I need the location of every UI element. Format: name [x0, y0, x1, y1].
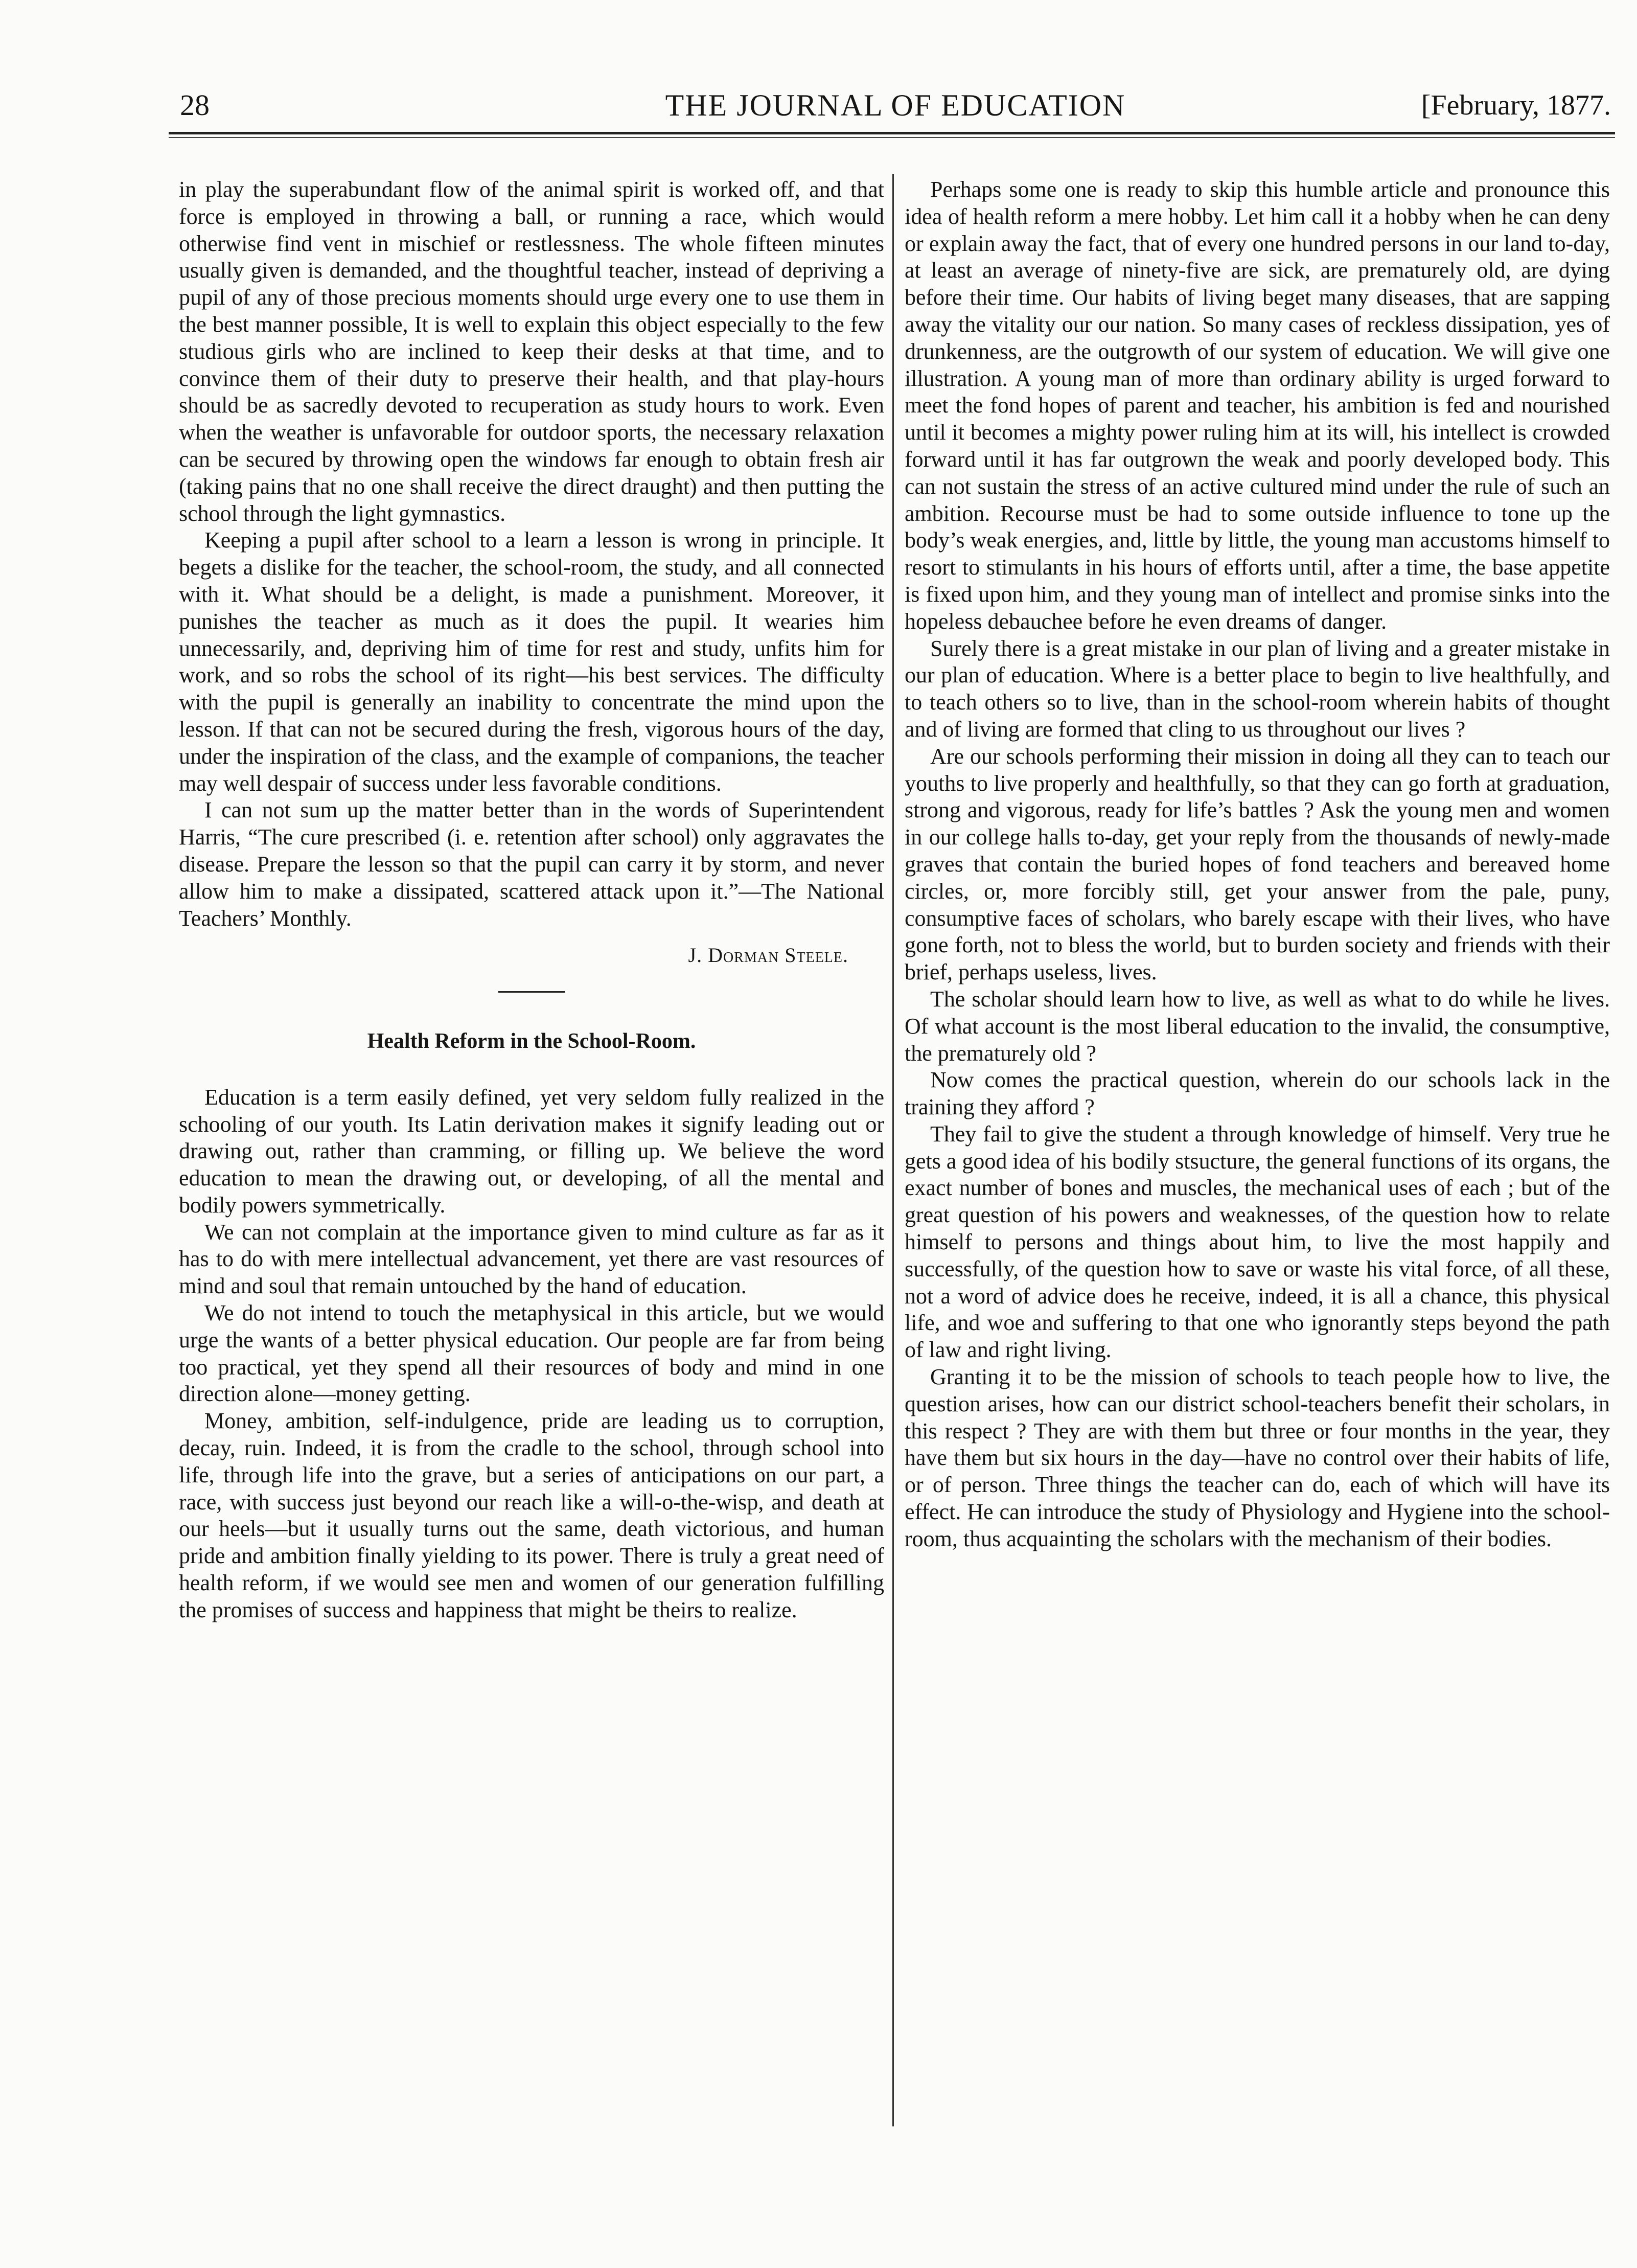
author-signature: J. Dorman Steele.	[688, 944, 848, 967]
right-column	[905, 176, 1610, 2129]
column-divider	[892, 174, 894, 2126]
article-paragraph: in play the superabundant flow of the animal spirit is worked off, and that force is employed in throwing a ball, or running a race, which would otherwise find vent in mischief or restlessness. The whole fifteen minutes usually given is demanded, and the thoughtful teacher, instead of depriving a pupil of any of those precious moments should urge every one to use them in the best manner possible, It is well to explain this object especially to the few studious girls who are inclined to keep their desks at that time, and to convince them of their duty to preserve their health, and that play-hours should be as sacredly devoted to recuperation as study hours to work. Even when the weather is unfavorable for outdoor sports, the necessary relaxation can be secured by throwing open the windows far enough to obtain fresh air (taking pains that no one shall receive the direct draught) and then putting the school through the light gymnastics.	[179, 177, 884, 526]
article-paragraph: Granting it to be the mission of schools to teach people how to live, the question arises, how can our district school-teachers benefit their scholars, in this respect ? They are with them but three or four months in the year, they have them but six hours in the day—have no control over their habits of life, or of person. Three things the teacher can do, each of which will have its effect. He can introduce the study of Physiology and Hygiene into the school-room, thus acquainting the scholars with the mechanism of their bodies.	[905, 1364, 1610, 1551]
article-paragraph: We can not complain at the importance given to mind culture as far as it has to do with mere intellectual advancement, yet there are vast resources of mind and soul that remain untouched by the hand of education.	[179, 1219, 884, 1299]
article-paragraph: Are our schools performing their mission in doing all they can to teach our youths to live properly and healthfully, so that they can go forth at graduation, strong and vigorous, ready for life’s battles ? Ask the young men and women in our college halls to-day, get your reply from the thousands of newly-made graves that contain the buried hopes of fond teachers and bereaved home circles, or, more forcibly still, get your answer from the pale, puny, consumptive faces of scholars, who barely escape with their lives, who have gone forth, not to bless the world, but to burden society and friends with their brief, perhaps useless, lives.	[905, 743, 1610, 985]
page-header	[180, 86, 1611, 127]
article-paragraph: We do not intend to touch the metaphysical in this article, but we would urge the wants of a better physical education. Our people are far from being too practical, yet they spend all their resources of body and mind in one direction alone—money getting.	[179, 1300, 884, 1407]
article-heading: Health Reform in the School-Room.	[367, 1029, 696, 1053]
article-paragraph: Money, ambition, self-indulgence, pride are leading us to corruption, decay, ruin. Indeed, it is from the cradle to the school, through school into life, through life into the grave, but a series of anticipations on our part, a race, with success just beyond our reach like a will-o-the-wisp, and death at our heels—but it usually turns out the same, death victorious, and human pride and ambition finally yielding to its power. There is truly a great need of health reform, if we would see men and women of our generation fulfilling the promises of success and happiness that might be theirs to realize.	[179, 1408, 884, 1622]
article-paragraph: Perhaps some one is ready to skip this humble article and pronounce this idea of health reform a mere hobby. Let him call it a hobby when he can deny or explain away the fact, that of every one hundred persons in our land to-day, at least an average of ninety-five are sick, are prematurely old, are dying before their time. Our habits of living beget many diseases, that are sapping away the vitality our our nation. So many cases of reckless dissipation, yes of drunkenness, are the outgrowth of our system of education. We will give one illustration. A young man of more than ordinary ability is urged forward to meet the fond hopes of parent and teacher, his ambition is fed and nourished until it becomes a mighty power ruling him at its will, his intellect is crowded forward until it has far outgrown the weak and poorly developed body. This can not sustain the stress of an active cultured mind under the rule of such an ambition. Recourse must be had to some outside influence to tone up the body’s weak energies, and, little by little, the young man accustoms himself to resort to stimulants in his hours of efforts until, after a time, the base appetite is fixed upon him, and they young man of intellect and promise sinks into the hopeless debauchee before he even dreams of danger.	[905, 177, 1610, 634]
article-paragraph: Keeping a pupil after school to a learn a lesson is wrong in principle. It begets a dislike for the teacher, the school-room, the study, and all connected with it. What should be a delight, is made a punishment. Moreover, it punishes the teacher as much as it does the pupil. It wearies him unnecessarily, and, depriving him of time for rest and study, unfits him for work, and so robs the school of its right—his best services. The difficulty with the pupil is generally an inability to concentrate the mind upon the lesson. If that can not be secured during the fresh, vigorous hours of the day, under the inspiration of the class, and the example of companions, the teacher may well despair of success under less favorable conditions.	[179, 528, 884, 796]
header-rule-thin	[169, 137, 1615, 138]
article-paragraph: Now comes the practical question, wherein do our schools lack in the training they afford ?	[905, 1067, 1610, 1120]
article-paragraph: Surely there is a great mistake in our plan of living and a greater mistake in our plan of education. Where is a better place to begin to live healthfully, and to teach others so to live, than in the school-room wherein habits of thought and of living are formed that cling to us throughout our lives ?	[905, 635, 1610, 742]
article-paragraph: The scholar should learn how to live, as well as what to do while he lives. Of what account is the most liberal education to the invalid, the consumptive, the prematurely old ?	[905, 986, 1610, 1066]
header-rule	[169, 132, 1615, 134]
issue-date: [February, 1877.	[1421, 89, 1611, 121]
page-number: 28	[180, 88, 210, 122]
article-paragraph: I can not sum up the matter better than in the words of Superintendent Harris, “The cure prescribed (i. e. retention after school) only aggravates the disease. Prepare the lesson so that the pupil can carry it by storm, and never allow him to make a dissipated, scattered attack upon it.”—The National Teachers’ Monthly.	[179, 797, 884, 931]
left-column	[179, 176, 884, 2129]
article-paragraph: They fail to give the student a through knowledge of himself. Very true he gets a good idea of his bodily stsucture, the general functions of its organs, the exact number of bones and muscles, the mechanical uses of each ; but of the great question of his powers and weaknesses, of the question how to relate himself to persons and things about him, to live the most happily and successfully, of the question how to save or waste his vital force, of all these, not a word of advice does he receive, indeed, it is all a chance, this physical life, and woe and suffering to that one who ignorantly steps beyond the path of law and right living.	[905, 1121, 1610, 1363]
journal-title: THE JOURNAL OF EDUCATION	[665, 88, 1126, 122]
section-separator	[498, 991, 565, 993]
article-paragraph: Education is a term easily defined, yet very seldom fully realized in the schooling of our youth. Its Latin derivation makes it signify leading out or drawing out, rather than cramming, or filling up. We believe the word education to mean the drawing out, or developing, of all the mental and bodily powers symmetrically.	[179, 1084, 884, 1218]
